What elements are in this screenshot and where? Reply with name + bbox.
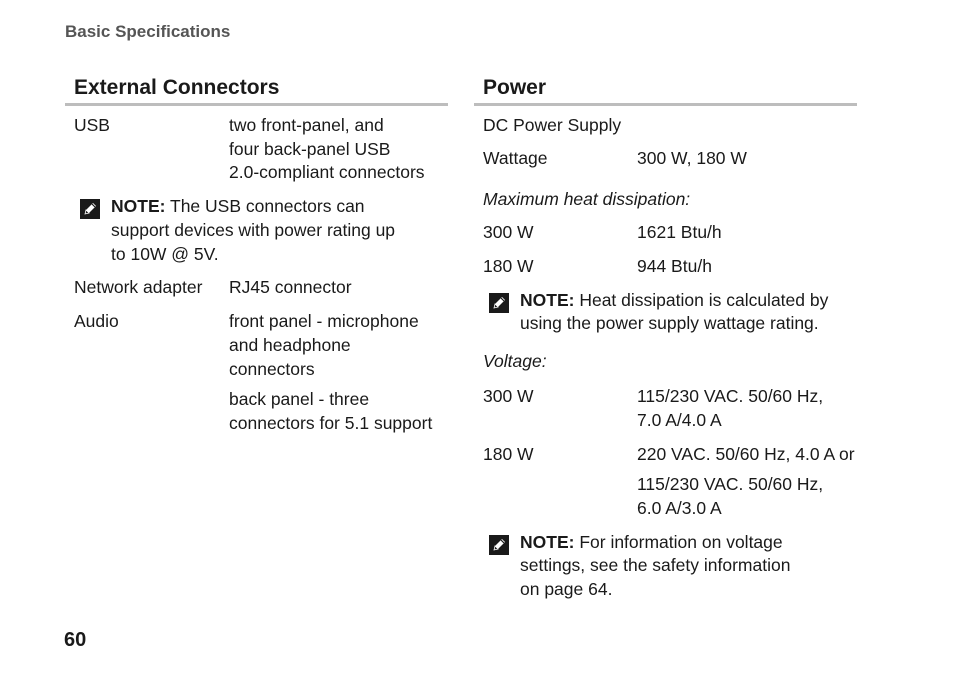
external-connectors-rule [65,103,448,106]
heat-note-line-2: using the power supply wattage rating. [520,313,819,333]
usb-value-line-1: two front-panel, and [229,115,384,135]
note-pencil-icon [489,535,509,555]
usb-value-line-3: 2.0-compliant connectors [229,162,425,182]
audio-back-line-2: connectors for 5.1 support [229,413,433,433]
voltage-note-prefix: NOTE: [520,532,575,552]
usb-value-line-2: four back-panel USB [229,139,391,159]
usb-note-prefix: NOTE: [111,196,166,216]
audio-label: Audio [74,311,119,331]
voltage-180w-label: 180 W [483,444,534,464]
heat-180w-value: 944 Btu/h [637,256,712,276]
external-connectors-title: External Connectors [74,76,280,99]
voltage-300w-line-1: 115/230 VAC. 50/60 Hz, [637,386,824,406]
audio-back-line-1: back panel - three [229,389,370,409]
note-pencil-icon [80,199,100,219]
heat-dissipation-heading: Maximum heat dissipation: [483,189,691,209]
voltage-note-line-2: settings, see the safety information [520,555,791,575]
network-adapter-value: RJ45 connector [229,277,352,297]
voltage-note-line-1 [520,530,783,554]
voltage-180w-line-1: 220 VAC. 50/60 Hz, 4.0 A or [637,444,855,464]
voltage-180w-line-2: 115/230 VAC. 50/60 Hz, [637,474,824,494]
audio-front-line-3: connectors [229,359,315,379]
voltage-180w-line-3: 6.0 A/3.0 A [637,498,722,518]
usb-note-line-2: support devices with power rating up [111,220,396,240]
voltage-note-text: For information on voltage [579,532,783,552]
power-title: Power [483,76,547,99]
usb-note-line-1 [111,194,365,218]
voltage-300w-label: 300 W [483,386,534,406]
wattage-value: 300 W, 180 W [637,148,747,168]
network-adapter-label: Network adapter [74,277,203,297]
heat-note-line-1 [520,288,828,312]
heat-note-text: Heat dissipation is calculated by [579,290,829,310]
voltage-heading: Voltage: [483,351,547,371]
heat-300w-label: 300 W [483,222,534,242]
note-pencil-icon [489,293,509,313]
audio-front-line-2: and headphone [229,335,351,355]
heat-300w-value: 1621 Btu/h [637,222,722,242]
dc-power-supply-label: DC Power Supply [483,115,622,135]
usb-note-text: The USB connectors can [170,196,365,216]
heat-180w-label: 180 W [483,256,534,276]
wattage-label: Wattage [483,148,548,168]
heat-note-prefix: NOTE: [520,290,575,310]
usb-label: USB [74,115,110,135]
running-header: Basic Specifications [65,22,231,41]
usb-note-line-3: to 10W @ 5V. [111,244,219,264]
voltage-note-line-3: on page 64. [520,579,613,599]
page-number: 60 [64,629,87,651]
audio-front-line-1: front panel - microphone [229,311,419,331]
voltage-300w-line-2: 7.0 A/4.0 A [637,410,722,430]
power-rule [474,103,857,106]
